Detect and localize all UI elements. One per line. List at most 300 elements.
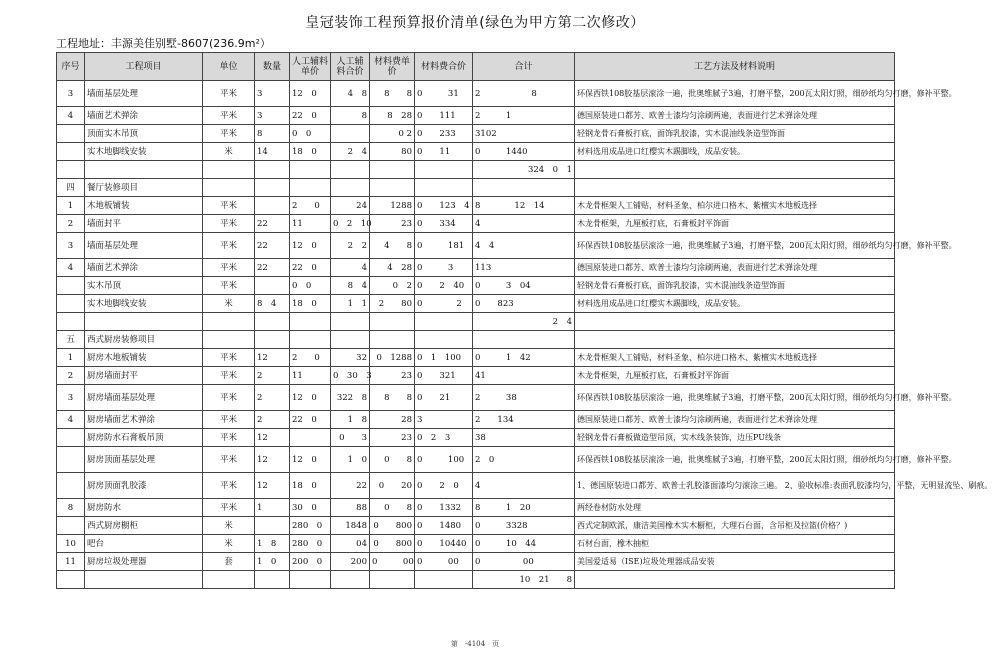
subtotal-value: 324 0 1 <box>473 161 575 179</box>
table-row <box>57 349 895 367</box>
table-row <box>57 499 895 517</box>
subtotal-row <box>57 161 895 179</box>
cell-material-total: 0 233 <box>415 125 473 143</box>
empty-cell <box>203 161 255 179</box>
cell-method: 德国原装进口都芳、欧普士漆均匀涂刷两遍，表面进行艺术弹涂处理 <box>575 259 895 277</box>
subtotal-row <box>57 571 895 589</box>
empty-cell <box>255 571 290 589</box>
cell-qty: 1 0 <box>255 553 290 571</box>
cell-unit: 平米 <box>203 367 255 385</box>
cell-labor-price: 22 0 <box>290 411 331 429</box>
cell-qty: 12 <box>255 473 290 499</box>
cell-no: 10 <box>57 535 85 553</box>
cell-no <box>57 143 85 161</box>
cell-material-price: 0 8 <box>370 447 415 473</box>
empty-cell <box>415 331 473 349</box>
cell-material-total: 0 321 <box>415 367 473 385</box>
empty-cell <box>85 161 203 179</box>
cell-labor-price: 18 0 <box>290 143 331 161</box>
cell-labor-total: 0 3 <box>331 429 370 447</box>
cell-labor-price: 18 0 <box>290 473 331 499</box>
cell-material-price: 0 800 <box>370 517 415 535</box>
cell-material-price: 2 80 <box>370 295 415 313</box>
empty-cell <box>415 161 473 179</box>
cell-material-total: 0 00 <box>415 553 473 571</box>
empty-cell <box>331 313 370 331</box>
cell-labor-total: 2 2 <box>331 233 370 259</box>
cell-qty: 12 <box>255 429 290 447</box>
cell-labor-total: 4 8 <box>331 81 370 107</box>
project-address: 工程地址：丰源美佳别墅-8607(236.9m²） <box>56 37 271 50</box>
cell-material-total: 0 10440 <box>415 535 473 553</box>
empty-cell <box>255 179 290 197</box>
cell-item: 实木地脚线安装 <box>85 143 203 161</box>
budget-table <box>56 52 992 589</box>
cell-material-price: 4 28 <box>370 259 415 277</box>
cell-labor-total: 4 <box>331 259 370 277</box>
cell-qty: 2 <box>255 411 290 429</box>
cell-material-total: 0 21 <box>415 385 473 411</box>
cell-material-price: 23 <box>370 429 415 447</box>
cell-method: 1、德国原装进口都芳、欧普士乳胶漆面漆均匀滚涂三遍。 2、验收标准:表面乳胶漆均匀，平整，无明显流坠、刷痕。 <box>575 473 895 499</box>
cell-material-price: 23 <box>370 367 415 385</box>
cell-material-total: 0 123 4 <box>415 197 473 215</box>
cell-item: 墙面基层处理 <box>85 233 203 259</box>
cell-no: 2 <box>57 215 85 233</box>
empty-cell <box>255 313 290 331</box>
empty-cell <box>255 331 290 349</box>
header-item: 工程项目 <box>85 53 203 81</box>
cell-item: 墙面艺术弹涂 <box>85 259 203 277</box>
header-material-price: 材料费单价 <box>370 53 415 81</box>
cell-labor-total: 32 <box>331 349 370 367</box>
cell-material-total: 0 2 3 <box>415 429 473 447</box>
cell-labor-price: 2 0 <box>290 349 331 367</box>
cell-item: 墙面封平 <box>85 215 203 233</box>
cell-labor-price: 12 0 <box>290 385 331 411</box>
cell-labor-total: 8 <box>331 107 370 125</box>
cell-method: 轻钢龙骨石膏板打底，面饰乳胶漆，实木混油线条造型饰面 <box>575 125 895 143</box>
header-labor-total: 人工辅料合价 <box>331 53 370 81</box>
cell-sum: 2 8 <box>473 81 575 107</box>
empty-cell <box>255 161 290 179</box>
cell-method: 环保西铁108胶基层滚涂一遍，批奥维腻子3遍，打磨平整，200瓦太阳灯照，细砂纸均匀打磨，修补平整。 <box>575 81 895 107</box>
cell-method: 木龙骨框架人工铺贴，材料圣象、柏尔进口格木、紫檀实木地板选择 <box>575 197 895 215</box>
cell-labor-total: 24 <box>331 197 370 215</box>
empty-cell <box>331 331 370 349</box>
cell-unit: 平米 <box>203 447 255 473</box>
cell-no: 3 <box>57 233 85 259</box>
cell-item: 吧台 <box>85 535 203 553</box>
cell-labor-price: 0 0 <box>290 277 331 295</box>
cell-material-price: 23 <box>370 215 415 233</box>
cell-qty: 22 <box>255 233 290 259</box>
table-row <box>57 429 895 447</box>
cell-labor-price: 30 0 <box>290 499 331 517</box>
cell-labor-total: 0 2 10 <box>331 215 370 233</box>
cell-method: 环保西铁108胶基层滚涂一遍，批奥维腻子3遍，打磨平整，200瓦太阳灯照，细砂纸均匀打磨，修补平整。 <box>575 385 895 411</box>
empty-cell <box>415 313 473 331</box>
empty-cell <box>370 179 415 197</box>
cell-labor-total: 22 <box>331 473 370 499</box>
cell-no <box>57 447 85 473</box>
empty-cell <box>57 571 85 589</box>
section-row <box>57 179 895 197</box>
cell-item: 厨房墙面封平 <box>85 367 203 385</box>
cell-labor-total: 1 0 <box>331 447 370 473</box>
cell-method: 环保西铁108胶基层滚涂一遍，批奥维腻子3遍，打磨平整，200瓦太阳灯照，细砂纸均匀打磨，修补平整。 <box>575 233 895 259</box>
cell-method: 轻钢龙骨石膏板打底，面饰乳胶漆，实木混油线条造型饰面 <box>575 277 895 295</box>
cell-unit: 米 <box>203 517 255 535</box>
cell-item: 厨房顶面基层处理 <box>85 447 203 473</box>
cell-material-price: 0 00 <box>370 553 415 571</box>
cell-material-total: 0 31 <box>415 81 473 107</box>
cell-sum: 41 <box>473 367 575 385</box>
cell-qty <box>255 197 290 215</box>
empty-cell <box>575 571 895 589</box>
cell-labor-price: 280 0 <box>290 517 331 535</box>
cell-material-price: 80 <box>370 143 415 161</box>
cell-material-total: 0 2 <box>415 295 473 313</box>
table-row <box>57 385 895 411</box>
cell-qty: 1 8 <box>255 535 290 553</box>
cell-unit: 平米 <box>203 107 255 125</box>
cell-qty: 8 4 <box>255 295 290 313</box>
cell-material-price: 8 8 <box>370 385 415 411</box>
cell-method: 材料选用成品进口红樱实木踢脚线，成品安装。 <box>575 143 895 161</box>
cell-unit: 米 <box>203 143 255 161</box>
table-row <box>57 473 895 499</box>
sheet-title: 皇冠装饰工程预算报价清单(绿色为甲方第二次修改） <box>305 15 645 31</box>
cell-item: 厨房防水 <box>85 499 203 517</box>
cell-no <box>57 517 85 535</box>
cell-no: 4 <box>57 259 85 277</box>
empty-cell <box>331 179 370 197</box>
empty-cell <box>290 161 331 179</box>
empty-cell <box>575 313 895 331</box>
cell-sum: 2 134 <box>473 411 575 429</box>
header-qty: 数量 <box>255 53 290 81</box>
cell-qty: 22 <box>255 215 290 233</box>
cell-no: 3 <box>57 81 85 107</box>
cell-method: 美国爱适易（ISE)垃圾处理器成品安装 <box>575 553 895 571</box>
cell-method: 轻钢龙骨石膏板做造型吊顶，实木线条装饰，边压PU线条 <box>575 429 895 447</box>
table-row <box>57 81 895 107</box>
table-row <box>57 535 895 553</box>
cell-no: 4 <box>57 107 85 125</box>
cell-item: 厨房垃圾处理器 <box>85 553 203 571</box>
cell-item: 实木地脚线安装 <box>85 295 203 313</box>
cell-material-price: 0 20 <box>370 473 415 499</box>
section-title: 餐厅装修项目 <box>85 179 203 197</box>
cell-no <box>57 295 85 313</box>
cell-item: 木地板铺装 <box>85 197 203 215</box>
cell-labor-price: 200 0 <box>290 553 331 571</box>
section-title: 西式厨房装修项目 <box>85 331 203 349</box>
cell-qty: 3 <box>255 81 290 107</box>
cell-material-total: 0 11 <box>415 143 473 161</box>
cell-sum: 0 3 04 <box>473 277 575 295</box>
empty-cell <box>85 571 203 589</box>
cell-qty <box>255 517 290 535</box>
cell-sum: 0 823 <box>473 295 575 313</box>
cell-labor-total: 200 <box>331 553 370 571</box>
cell-no: 8 <box>57 499 85 517</box>
cell-labor-total: 1 1 <box>331 295 370 313</box>
section-no: 四 <box>57 179 85 197</box>
cell-method: 德国原装进口都芳、欧普士漆均匀涂刷两遍，表面进行艺术弹涂处理 <box>575 107 895 125</box>
section-row <box>57 331 895 349</box>
cell-no: 2 <box>57 367 85 385</box>
table-row <box>57 277 895 295</box>
cell-material-price: 1288 <box>370 197 415 215</box>
cell-item: 西式厨房橱柜 <box>85 517 203 535</box>
cell-material-total: 0 111 <box>415 107 473 125</box>
cell-item: 厨房顶面乳胶漆 <box>85 473 203 499</box>
cell-material-price: 28 <box>370 411 415 429</box>
cell-labor-price: 2 0 <box>290 197 331 215</box>
cell-no <box>57 125 85 143</box>
cell-material-price: 0 8 <box>370 499 415 517</box>
empty-cell <box>473 179 575 197</box>
table-row <box>57 259 895 277</box>
cell-sum: 4 <box>473 473 575 499</box>
cell-labor-price: 11 <box>290 215 331 233</box>
cell-labor-price: 12 0 <box>290 81 331 107</box>
cell-material-total: 0 1332 <box>415 499 473 517</box>
cell-material-price: 4 8 <box>370 233 415 259</box>
empty-cell <box>473 331 575 349</box>
cell-qty: 1 <box>255 499 290 517</box>
empty-cell <box>575 161 895 179</box>
cell-sum: 0 3328 <box>473 517 575 535</box>
cell-labor-price: 18 0 <box>290 295 331 313</box>
cell-labor-price: 11 <box>290 367 331 385</box>
page-footer: 第 -4104 页 <box>450 640 500 648</box>
cell-unit: 平米 <box>203 259 255 277</box>
cell-sum: 2 38 <box>473 385 575 411</box>
empty-cell <box>57 313 85 331</box>
cell-unit: 平米 <box>203 349 255 367</box>
cell-labor-total <box>331 125 370 143</box>
empty-cell <box>370 313 415 331</box>
cell-unit: 平米 <box>203 385 255 411</box>
cell-qty: 12 <box>255 349 290 367</box>
subtotal-row <box>57 313 895 331</box>
cell-sum: 0 10 44 <box>473 535 575 553</box>
cell-labor-total: 88 <box>331 499 370 517</box>
cell-method: 木龙骨框架人工铺贴，材料圣象、柏尔进口格木、紫檀实木地板选择 <box>575 349 895 367</box>
cell-material-total: 0 2 40 <box>415 277 473 295</box>
cell-material-total: 0 1 100 <box>415 349 473 367</box>
empty-cell <box>370 571 415 589</box>
cell-item: 厨房木地板铺装 <box>85 349 203 367</box>
cell-unit: 套 <box>203 553 255 571</box>
cell-no <box>57 277 85 295</box>
cell-sum: 4 4 <box>473 233 575 259</box>
empty-cell <box>331 161 370 179</box>
table-row <box>57 197 895 215</box>
cell-sum: 2 0 <box>473 447 575 473</box>
table-row <box>57 125 895 143</box>
cell-material-total: 0 334 <box>415 215 473 233</box>
cell-item: 实木吊顶 <box>85 277 203 295</box>
cell-item: 墙面艺术弹涂 <box>85 107 203 125</box>
cell-no <box>57 473 85 499</box>
cell-unit: 米 <box>203 295 255 313</box>
cell-qty: 2 <box>255 367 290 385</box>
cell-labor-total: 0 30 3 <box>331 367 370 385</box>
table-row <box>57 367 895 385</box>
cell-qty: 3 <box>255 107 290 125</box>
cell-method: 木龙骨框架，九厘板打底，石膏板封平饰面 <box>575 367 895 385</box>
cell-unit: 平米 <box>203 473 255 499</box>
cell-labor-total: 8 4 <box>331 277 370 295</box>
cell-material-total: 3 <box>415 411 473 429</box>
cell-labor-total: 1848 <box>331 517 370 535</box>
header-row <box>57 53 895 81</box>
empty-cell <box>203 313 255 331</box>
cell-no <box>57 429 85 447</box>
cell-labor-price: 12 0 <box>290 233 331 259</box>
table-row <box>57 215 895 233</box>
cell-method: 石材台面，橡木抽柜 <box>575 535 895 553</box>
cell-unit: 米 <box>203 535 255 553</box>
header-unit: 单位 <box>203 53 255 81</box>
section-no: 五 <box>57 331 85 349</box>
empty-cell <box>85 313 203 331</box>
empty-cell <box>370 161 415 179</box>
cell-labor-total: 1 8 <box>331 411 370 429</box>
cell-no: 4 <box>57 411 85 429</box>
cell-method: 木龙骨框架，九厘板打底，石膏板封平饰面 <box>575 215 895 233</box>
header-no: 序号 <box>57 53 85 81</box>
cell-material-total: 0 2 0 <box>415 473 473 499</box>
table-body <box>57 81 992 589</box>
empty-cell <box>331 571 370 589</box>
table-row <box>57 107 895 125</box>
cell-qty: 14 <box>255 143 290 161</box>
cell-labor-total: 2 4 <box>331 143 370 161</box>
empty-cell <box>415 179 473 197</box>
cell-sum: 0 1 42 <box>473 349 575 367</box>
empty-cell <box>370 331 415 349</box>
cell-method: 环保西铁108胶基层滚涂一遍，批奥维腻子3遍，打磨平整，200瓦太阳灯照，细砂纸均匀打磨，修补平整。 <box>575 447 895 473</box>
cell-item: 厨房墙面艺术弹涂 <box>85 411 203 429</box>
table-row <box>57 447 895 473</box>
cell-material-price: 0 2 <box>370 277 415 295</box>
empty-cell <box>203 179 255 197</box>
empty-cell <box>290 179 331 197</box>
empty-cell <box>575 179 895 197</box>
cell-qty: 8 <box>255 125 290 143</box>
cell-qty: 22 <box>255 259 290 277</box>
cell-no: 1 <box>57 349 85 367</box>
header-material-total: 材料费合价 <box>415 53 473 81</box>
cell-material-total: 0 3 <box>415 259 473 277</box>
table-row <box>57 295 895 313</box>
cell-labor-price: 280 0 <box>290 535 331 553</box>
cell-sum: 113 <box>473 259 575 277</box>
cell-sum: 0 00 <box>473 553 575 571</box>
cell-qty <box>255 277 290 295</box>
cell-item: 顶面实木吊顶 <box>85 125 203 143</box>
header-labor-price: 人工辅料单价 <box>290 53 331 81</box>
cell-no: 11 <box>57 553 85 571</box>
cell-method: 西式定制欧派，康洁美国橡木实木橱柜，大理石台面，含吊柜及拉篮(价格？) <box>575 517 895 535</box>
empty-cell <box>57 161 85 179</box>
cell-item: 墙面基层处理 <box>85 81 203 107</box>
cell-material-total: 0 181 <box>415 233 473 259</box>
cell-labor-price: 22 0 <box>290 107 331 125</box>
empty-cell <box>575 331 895 349</box>
cell-qty: 12 <box>255 447 290 473</box>
cell-method: 两经卷材防水处理 <box>575 499 895 517</box>
cell-sum: 2 1 <box>473 107 575 125</box>
cell-item: 厨房墙面基层处理 <box>85 385 203 411</box>
cell-material-total: 0 100 <box>415 447 473 473</box>
empty-cell <box>290 313 331 331</box>
cell-no: 1 <box>57 197 85 215</box>
table-row <box>57 233 895 259</box>
header-sum: 合计 <box>473 53 575 81</box>
empty-cell <box>415 571 473 589</box>
cell-unit: 平米 <box>203 277 255 295</box>
cell-labor-price <box>290 429 331 447</box>
cell-sum: 38 <box>473 429 575 447</box>
table-row <box>57 553 895 571</box>
cell-sum: 3102 <box>473 125 575 143</box>
empty-cell <box>290 571 331 589</box>
cell-material-price: 8 8 <box>370 81 415 107</box>
cell-unit: 平米 <box>203 81 255 107</box>
table-row <box>57 517 895 535</box>
cell-material-price: 0 2 <box>370 125 415 143</box>
cell-sum: 0 1440 <box>473 143 575 161</box>
cell-unit: 平米 <box>203 411 255 429</box>
empty-cell <box>203 571 255 589</box>
subtotal-value: 10 21 8 <box>473 571 575 589</box>
header-method: 工艺方法及材料说明 <box>575 53 895 81</box>
cell-unit: 平米 <box>203 125 255 143</box>
cell-qty: 2 <box>255 385 290 411</box>
empty-cell <box>203 331 255 349</box>
cell-labor-price: 22 0 <box>290 259 331 277</box>
cell-sum: 8 12 14 <box>473 197 575 215</box>
cell-no: 3 <box>57 385 85 411</box>
cell-unit: 平米 <box>203 429 255 447</box>
cell-labor-total: 04 <box>331 535 370 553</box>
cell-sum: 4 <box>473 215 575 233</box>
cell-method: 材料选用成品进口红樱实木踢脚线，成品安装。 <box>575 295 895 313</box>
table-row <box>57 411 895 429</box>
cell-sum: 8 1 20 <box>473 499 575 517</box>
cell-material-total: 0 1480 <box>415 517 473 535</box>
subtotal-value: 2 4 <box>473 313 575 331</box>
cell-labor-price: 12 0 <box>290 447 331 473</box>
cell-unit: 平米 <box>203 233 255 259</box>
cell-unit: 平米 <box>203 197 255 215</box>
cell-material-price: 8 28 <box>370 107 415 125</box>
cell-unit: 平米 <box>203 499 255 517</box>
cell-material-price: 0 800 <box>370 535 415 553</box>
table-row <box>57 143 895 161</box>
cell-labor-price: 0 0 <box>290 125 331 143</box>
cell-labor-total: 322 8 <box>331 385 370 411</box>
cell-method: 德国原装进口都芳、欧普士漆均匀涂刷两遍，表面进行艺术弹涂处理 <box>575 411 895 429</box>
cell-item: 厨房防水石膏板吊顶 <box>85 429 203 447</box>
cell-material-price: 0 1288 <box>370 349 415 367</box>
